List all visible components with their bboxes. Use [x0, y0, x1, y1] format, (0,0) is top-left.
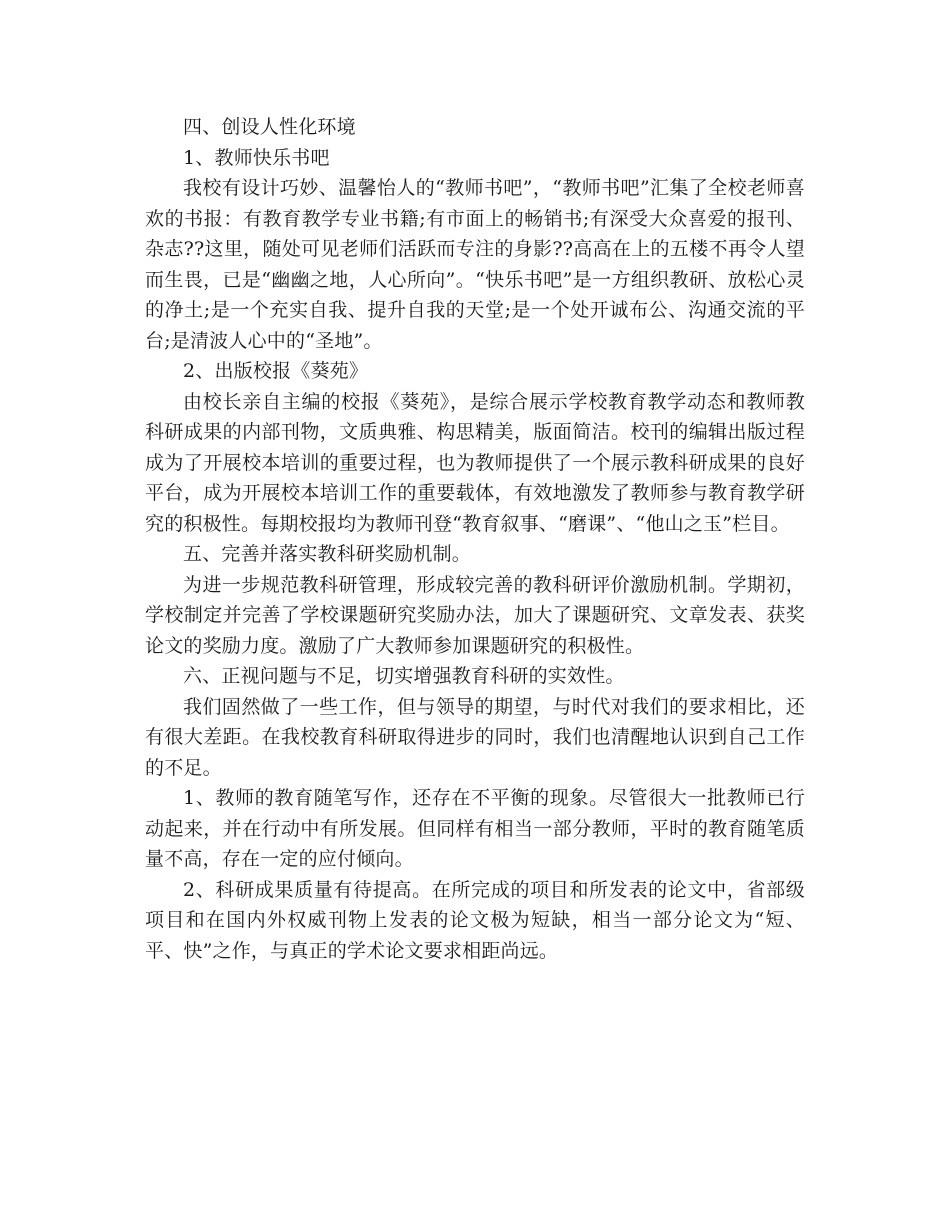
section-heading-5: 五、完善并落实教科研奖励机制。 [183, 543, 472, 565]
paragraph-book-bar: 我校有设计巧妙、温馨怡人的“教师书吧”，“教师书吧”汇集了全校老师喜欢的书报：有教育教学专业书籍;有市面上的畅销书;有深受大众喜爱的报刊、杂志??这里，随处可见老师们活跃而专注的身影??高高在上的五楼不再令人望而生畏，已是“幽幽之地，人心所向”。“快乐书吧”是一方组织教研、放松心灵的净土;是一个充实自我、提升自我的天堂;是一个处开诚布公、沟通交流的平台;是清波人心中的“圣地”。 [145, 177, 805, 352]
subheading-school-newspaper: 2、出版校报《葵苑》 [183, 360, 369, 382]
subheading-teacher-book-bar: 1、教师快乐书吧 [183, 146, 330, 169]
section-heading-6: 六、正视问题与不足，切实增强教育科研的实效性。 [183, 665, 625, 687]
section-heading-4: 四、创设人性化环境 [183, 116, 356, 138]
paragraph-school-newspaper: 由校长亲自主编的校报《葵苑》，是综合展示学校教育教学动态和教师教科研成果的内部刊物，文质典雅、构思精美，版面简洁。校刊的编辑出版过程成为了开展校本培训的重要过程，也为教师提供了一个展示教科研成果的良好平台，成为开展校本培训工作的重要载体，有效地激发了教师参与教育教学研究的积极性。每期校报均为教师刊登“教育叙事、“磨课”、“他山之玉”栏目。 [145, 390, 805, 535]
paragraph-problem-1: 1、教师的教育随笔写作，还存在不平衡的现象。尽管很大一批教师已行动起来，并在行动中有所发展。但同样有相当一部分教师，平时的教育随笔质量不高，存在一定的应付倾向。 [145, 787, 805, 870]
paragraph-reward-mechanism: 为进一步规范教科研管理，形成较完善的教科研评价激励机制。学期初，学校制定并完善了学校课题研究奖励办法，加大了课题研究、文章发表、获奖论文的奖励力度。激励了广大教师参加课题研究的积极性。 [145, 573, 805, 657]
paragraph-problems-intro: 我们固然做了一些工作，但与领导的期望，与时代对我们的要求相比，还有很大差距。在我校教育科研取得进步的同时，我们也清醒地认识到自己工作的不足。 [145, 695, 805, 779]
paragraph-problem-2: 2、科研成果质量有待提高。在所完成的项目和所发表的论文中，省部级项目和在国内外权威刊物上发表的论文极为短缺，相当一部分论文为“短、平、快”之作，与真正的学术论文要求相距尚远。 [145, 878, 805, 962]
document-page [145, 112, 805, 966]
